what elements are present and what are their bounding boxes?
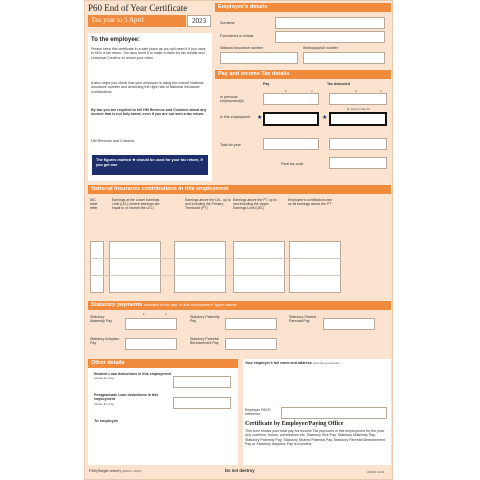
employer-name-sub: (including postcode) bbox=[312, 361, 340, 365]
ni-row-line-1 bbox=[90, 258, 341, 259]
shared-label: Statutory Shared Parental Pay bbox=[289, 315, 316, 324]
pay-pound-1: £ bbox=[285, 89, 287, 93]
works-number-field[interactable] bbox=[303, 52, 385, 64]
figures-note bbox=[92, 155, 208, 175]
pay-tax-heading bbox=[215, 70, 391, 79]
to-employee-para2: It also helps you check that your employer is using the correct National Insurance number and deducting the right rate of National Insurance contributions. bbox=[91, 81, 204, 94]
ni-row-line-2 bbox=[90, 275, 341, 276]
other-heading bbox=[88, 359, 238, 368]
this-employment-label: In this employment bbox=[220, 115, 251, 119]
footer-form-id-text: P60(Single sheet) bbox=[89, 468, 121, 473]
ni-contrib-field[interactable] bbox=[289, 241, 341, 293]
tax-year-value: 2023 bbox=[192, 17, 206, 25]
student-loan-sub: (whole £s only) bbox=[94, 376, 115, 381]
form-title: P60 End of Year Certificate bbox=[88, 3, 188, 13]
footer-form-id bbox=[89, 469, 141, 473]
other-title: Other details bbox=[91, 360, 125, 366]
ni-number-field[interactable] bbox=[220, 52, 298, 64]
maternity-label: Statutory Maternity Pay bbox=[90, 315, 112, 324]
p60-form bbox=[84, 0, 393, 480]
footer-code: HMRC 12/21 bbox=[367, 470, 385, 474]
ni-col-letter-label: NIC table letter bbox=[90, 198, 98, 211]
previous-employment-label: In previous employment(s) bbox=[220, 95, 244, 104]
student-loan-text: Student Loan deductions in this employment bbox=[94, 372, 171, 376]
postgrad-loan-sub: (whole £s only) bbox=[94, 401, 115, 406]
bereavement-label: Statutory Parental Bereavement Pay bbox=[190, 337, 219, 346]
ni-col-lel-label: Earnings at the Lower Earnings Limit (LEL) (where earnings are equal to or exceed the LEL) bbox=[112, 198, 160, 211]
this-employment-pay-field[interactable] bbox=[263, 112, 319, 126]
postgrad-loan-field[interactable] bbox=[173, 397, 231, 409]
ni-letter-field[interactable] bbox=[90, 241, 104, 293]
postgrad-loan-label bbox=[94, 393, 174, 406]
surname-field[interactable] bbox=[275, 17, 385, 29]
ni-col-contrib-label: Employee's contributions due on all earnings above the PT bbox=[288, 198, 333, 207]
to-employee-para1: Please keep this certificate in a safe place as you will need it if you have to fill in a tax return. You also need it to make a claim for tax credits and Universal Credit or to renew your claim. bbox=[91, 47, 206, 60]
works-number-label: Works/payroll number bbox=[303, 46, 338, 50]
smp-pence: p bbox=[165, 312, 167, 316]
ni-uel-field[interactable] bbox=[233, 241, 285, 293]
this-tax-star: ★ bbox=[322, 115, 328, 121]
to-employee-label: To employee bbox=[94, 418, 119, 423]
total-pay-field[interactable] bbox=[263, 138, 319, 150]
ni-col-uel-label: Earnings above the PT, up to and including the Upper Earnings Limit (UEL) bbox=[233, 198, 277, 211]
ni-col-pt-label: Earnings above the LEL, up to and including the Primary Threshold (PT) bbox=[185, 198, 231, 211]
pay-pence-1: p bbox=[311, 89, 313, 93]
final-tax-code-field[interactable] bbox=[329, 157, 387, 169]
surname-label: Surname bbox=[220, 21, 235, 25]
cert-text: This form shows your total pay for Income Tax purposes in this employment for the year. Any overtime, bonus, commission etc, Statutory Sick Pay, Statutory Maternity Pay, Statutory Paternity Pay, Statutory Shared Parental Pay, Statutory Parental Bereavement Pay or Statutory Adoption Pay is included. bbox=[245, 429, 385, 447]
hmrc-signoff: HM Revenue and Customs bbox=[91, 139, 135, 143]
footer-do-not-destroy: Do not destroy bbox=[225, 468, 255, 473]
tax-year-bar bbox=[88, 15, 186, 27]
to-employee-heading: To the employee: bbox=[91, 37, 140, 43]
shared-field[interactable] bbox=[323, 318, 375, 330]
employee-details-title: Employee's details bbox=[218, 4, 268, 10]
maternity-field[interactable] bbox=[125, 318, 177, 330]
pay-tax-title: Pay and Income Tax details bbox=[218, 71, 290, 77]
to-employee-para3: By law you are required to tell HM Revenue and Customs about any income that is not fully taxed, even if you are not sent a tax return. bbox=[91, 108, 207, 117]
ni-pt-field[interactable] bbox=[174, 241, 226, 293]
to-employee-panel bbox=[88, 33, 212, 181]
tax-pence-1: p bbox=[380, 89, 382, 93]
cert-title: Certificate by Employer/Paying Office bbox=[245, 421, 344, 427]
figures-note-text: The figures marked ★ should be used for your tax return, if you get one bbox=[96, 158, 203, 167]
ni-title: National Insurance contributions in this employment bbox=[91, 186, 229, 192]
statutory-subtitle: included in the pay 'In this employment' figure above bbox=[143, 302, 237, 307]
smp-pound: £ bbox=[143, 312, 145, 316]
adoption-label: Statutory Adoption Pay bbox=[90, 337, 120, 346]
bereavement-field[interactable] bbox=[225, 338, 277, 350]
paternity-field[interactable] bbox=[225, 318, 277, 330]
employee-details-heading bbox=[215, 3, 391, 12]
tax-year-box bbox=[187, 15, 211, 27]
tax-column-label: Tax deducted bbox=[327, 82, 350, 86]
statutory-title: Statutory payments bbox=[91, 302, 143, 308]
total-tax-field[interactable] bbox=[329, 138, 387, 150]
employer-paye-field[interactable] bbox=[281, 407, 387, 419]
ni-heading bbox=[88, 185, 391, 194]
previous-tax-field[interactable] bbox=[329, 93, 387, 105]
tax-year-label: Tax year to 5 April bbox=[91, 16, 144, 24]
ni-number-label: National Insurance number bbox=[220, 46, 264, 50]
paternity-label: Statutory Paternity Pay bbox=[190, 315, 220, 324]
total-year-label: Total for year bbox=[220, 143, 241, 147]
employer-panel bbox=[243, 359, 391, 465]
postgrad-loan-text: Postgraduate Loan deductions in this employment bbox=[94, 393, 159, 402]
adoption-field[interactable] bbox=[125, 338, 177, 350]
statutory-heading bbox=[88, 301, 391, 310]
final-tax-code-label: Final tax code bbox=[281, 162, 304, 166]
previous-pay-field[interactable] bbox=[263, 93, 319, 105]
employer-paye-label: Employer PAYE reference bbox=[245, 408, 271, 417]
footer-form-year: (2022 to 2023) bbox=[121, 469, 142, 473]
forenames-label: Forenames or initials bbox=[220, 34, 254, 38]
ni-lel-field[interactable] bbox=[109, 241, 161, 293]
employer-name-label bbox=[245, 361, 391, 365]
tax-pound-1: £ bbox=[355, 89, 357, 93]
refund-note: R refund mark 'R' bbox=[347, 107, 371, 111]
this-pay-star: ★ bbox=[257, 115, 263, 121]
other-details-panel bbox=[88, 368, 238, 465]
pay-column-label: Pay bbox=[263, 82, 270, 86]
student-loan-label bbox=[94, 372, 174, 381]
forenames-field[interactable] bbox=[275, 31, 385, 43]
employer-name-text: Your employer's full name and address bbox=[245, 361, 312, 365]
student-loan-field[interactable] bbox=[173, 376, 231, 388]
this-employment-tax-field[interactable] bbox=[329, 112, 387, 126]
